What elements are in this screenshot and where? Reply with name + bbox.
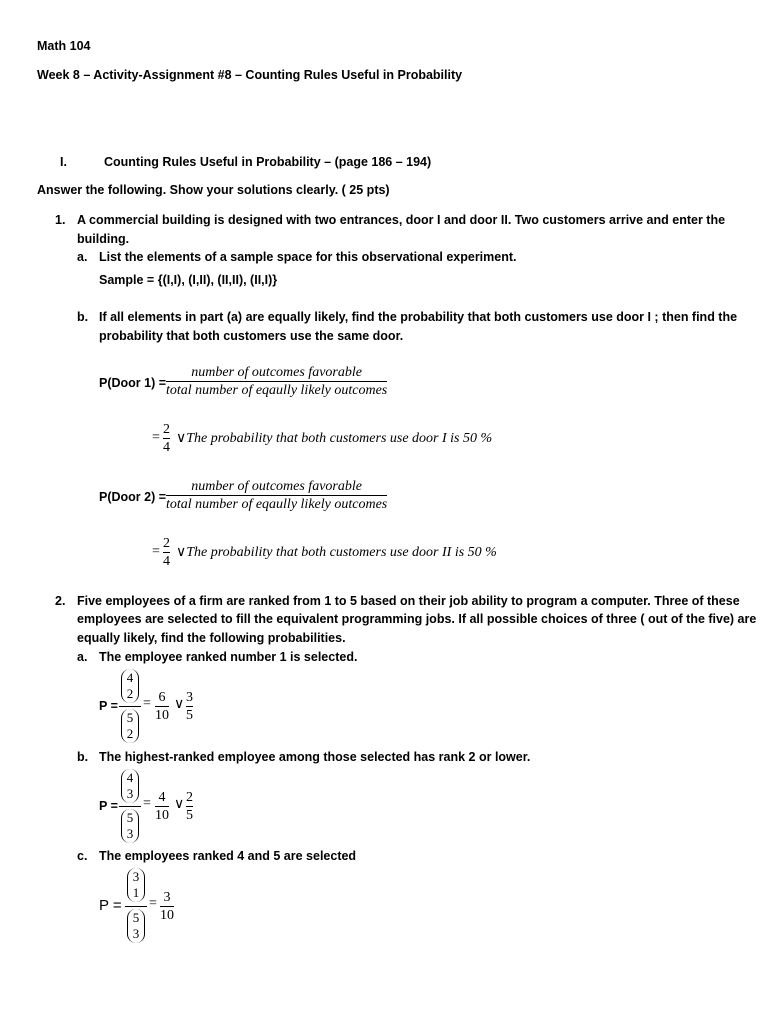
fraction-numerator: number of outcomes favorable <box>191 479 362 494</box>
binom-bottom: 3 <box>126 826 134 841</box>
q2-text-line3: equally likely, find the following probabilities. <box>77 631 346 645</box>
fraction-denominator: 4 <box>163 554 170 569</box>
binom-bottom: 2 <box>126 726 134 741</box>
binom-top: 4 <box>126 770 134 785</box>
section-heading: Counting Rules Useful in Probability – (page 186 – 194) <box>104 155 432 169</box>
p-door1-label: P(Door 1) = <box>99 376 167 390</box>
q2a-letter: a. <box>77 650 88 664</box>
binom-top: 4 <box>126 670 134 685</box>
q2b-result-fraction <box>155 789 169 824</box>
instructions: Answer the following. Show your solutions clearly. ( 25 pts) <box>37 183 390 197</box>
binom-top: 5 <box>126 710 134 725</box>
vee-symbol: ∨ <box>174 797 185 812</box>
q1b-letter: b. <box>77 310 89 324</box>
q2b-p-label: P = <box>99 799 118 813</box>
fraction-numerator: 2 <box>186 790 193 805</box>
q1-number: 1. <box>55 213 66 227</box>
result1-fraction <box>163 421 170 456</box>
assignment-title: Week 8 – Activity-Assignment #8 – Counting Rules Useful in Probability <box>37 68 463 82</box>
q1a-letter: a. <box>77 250 88 264</box>
result2-fraction <box>163 535 170 570</box>
binomial-denominator <box>127 909 145 943</box>
binomial-numerator <box>127 868 145 902</box>
result2-text: ∨The probability that both customers use door II is 50 % <box>176 545 497 560</box>
q2a-simplified-fraction <box>186 689 193 724</box>
q2a-result-fraction <box>155 689 169 724</box>
result1-text: ∨The probability that both customers use door I is 50 % <box>176 431 493 446</box>
q2a-p-label: P = <box>99 699 118 713</box>
fraction-denominator: 5 <box>186 808 193 823</box>
fraction-numerator: number of outcomes favorable <box>191 365 362 380</box>
binom-top: 5 <box>126 810 134 825</box>
q2-number: 2. <box>55 594 66 608</box>
binom-bottom: 1 <box>132 885 140 900</box>
fraction-numerator: 6 <box>158 690 166 705</box>
q2-text-line2: employees are selected to fill the equivalent programming jobs. If all possible choices of three ( out of the five) are <box>77 612 757 626</box>
eq-sign: = <box>143 696 151 711</box>
binom-bottom: 3 <box>126 786 134 801</box>
q2b-simplified-fraction <box>186 789 193 824</box>
binom-top: 5 <box>132 910 140 925</box>
q2a-text: The employee ranked number 1 is selected. <box>99 650 358 664</box>
vee-symbol: ∨ <box>174 697 185 712</box>
fraction-bar <box>119 706 141 707</box>
eq-sign: = <box>143 796 151 811</box>
fraction-numerator: 4 <box>158 790 166 805</box>
binomial-denominator <box>121 809 139 843</box>
q1-text-line2: building. <box>77 232 130 246</box>
q2c-text: The employees ranked 4 and 5 are selected <box>99 849 357 863</box>
fraction-denominator: 5 <box>186 708 193 723</box>
fraction-denominator: 10 <box>155 708 169 723</box>
binomial-denominator <box>121 709 139 743</box>
q1a-answer: Sample = {(I,I), (I,II), (II,II), (II,I)} <box>99 273 278 287</box>
binomial-numerator <box>121 769 139 803</box>
eq-sign: = <box>149 896 157 911</box>
q1-text-line1: A commercial building is designed with two entrances, door I and door II. Two customers arrive and enter the <box>77 213 726 227</box>
q2c-p-label: P = <box>99 897 122 914</box>
q1b-text-line1: If all elements in part (a) are equally likely, find the probability that both customers use door I ; then find the <box>99 310 738 324</box>
binom-top: 3 <box>132 869 140 884</box>
fraction-denominator: 10 <box>155 808 169 823</box>
q1a-text: List the elements of a sample space for this observational experiment. <box>99 250 517 264</box>
q2c-result-fraction <box>160 889 174 924</box>
binom-bottom: 3 <box>132 926 140 941</box>
p-door2-label: P(Door 2) = <box>99 490 167 504</box>
p-door2-fraction <box>166 478 387 513</box>
section-numeral: I. <box>60 155 67 169</box>
eq-sign: = <box>152 544 160 559</box>
q2-text-line1: Five employees of a firm are ranked from 1 to 5 based on their job ability to program a computer. Three of these <box>77 594 740 608</box>
eq-sign: = <box>152 430 160 445</box>
fraction-denominator: 10 <box>160 908 174 923</box>
q2c-letter: c. <box>77 849 88 863</box>
binomial-numerator <box>121 669 139 703</box>
q2b-text: The highest-ranked employee among those selected has rank 2 or lower. <box>99 750 531 764</box>
fraction-numerator: 3 <box>163 890 171 905</box>
fraction-denominator: total number of eqaully likely outcomes <box>166 497 388 512</box>
fraction-bar <box>125 906 147 907</box>
fraction-numerator: 2 <box>163 422 170 437</box>
fraction-bar <box>119 806 141 807</box>
p-door1-fraction <box>166 364 387 399</box>
q2b-letter: b. <box>77 750 89 764</box>
fraction-denominator: 4 <box>163 440 170 455</box>
course-title: Math 104 <box>37 39 91 53</box>
binom-bottom: 2 <box>126 686 134 701</box>
q1b-text-line2: probability that both customers use the same door. <box>99 329 404 343</box>
fraction-numerator: 3 <box>186 690 193 705</box>
fraction-numerator: 2 <box>163 536 170 551</box>
fraction-denominator: total number of eqaully likely outcomes <box>166 383 388 398</box>
